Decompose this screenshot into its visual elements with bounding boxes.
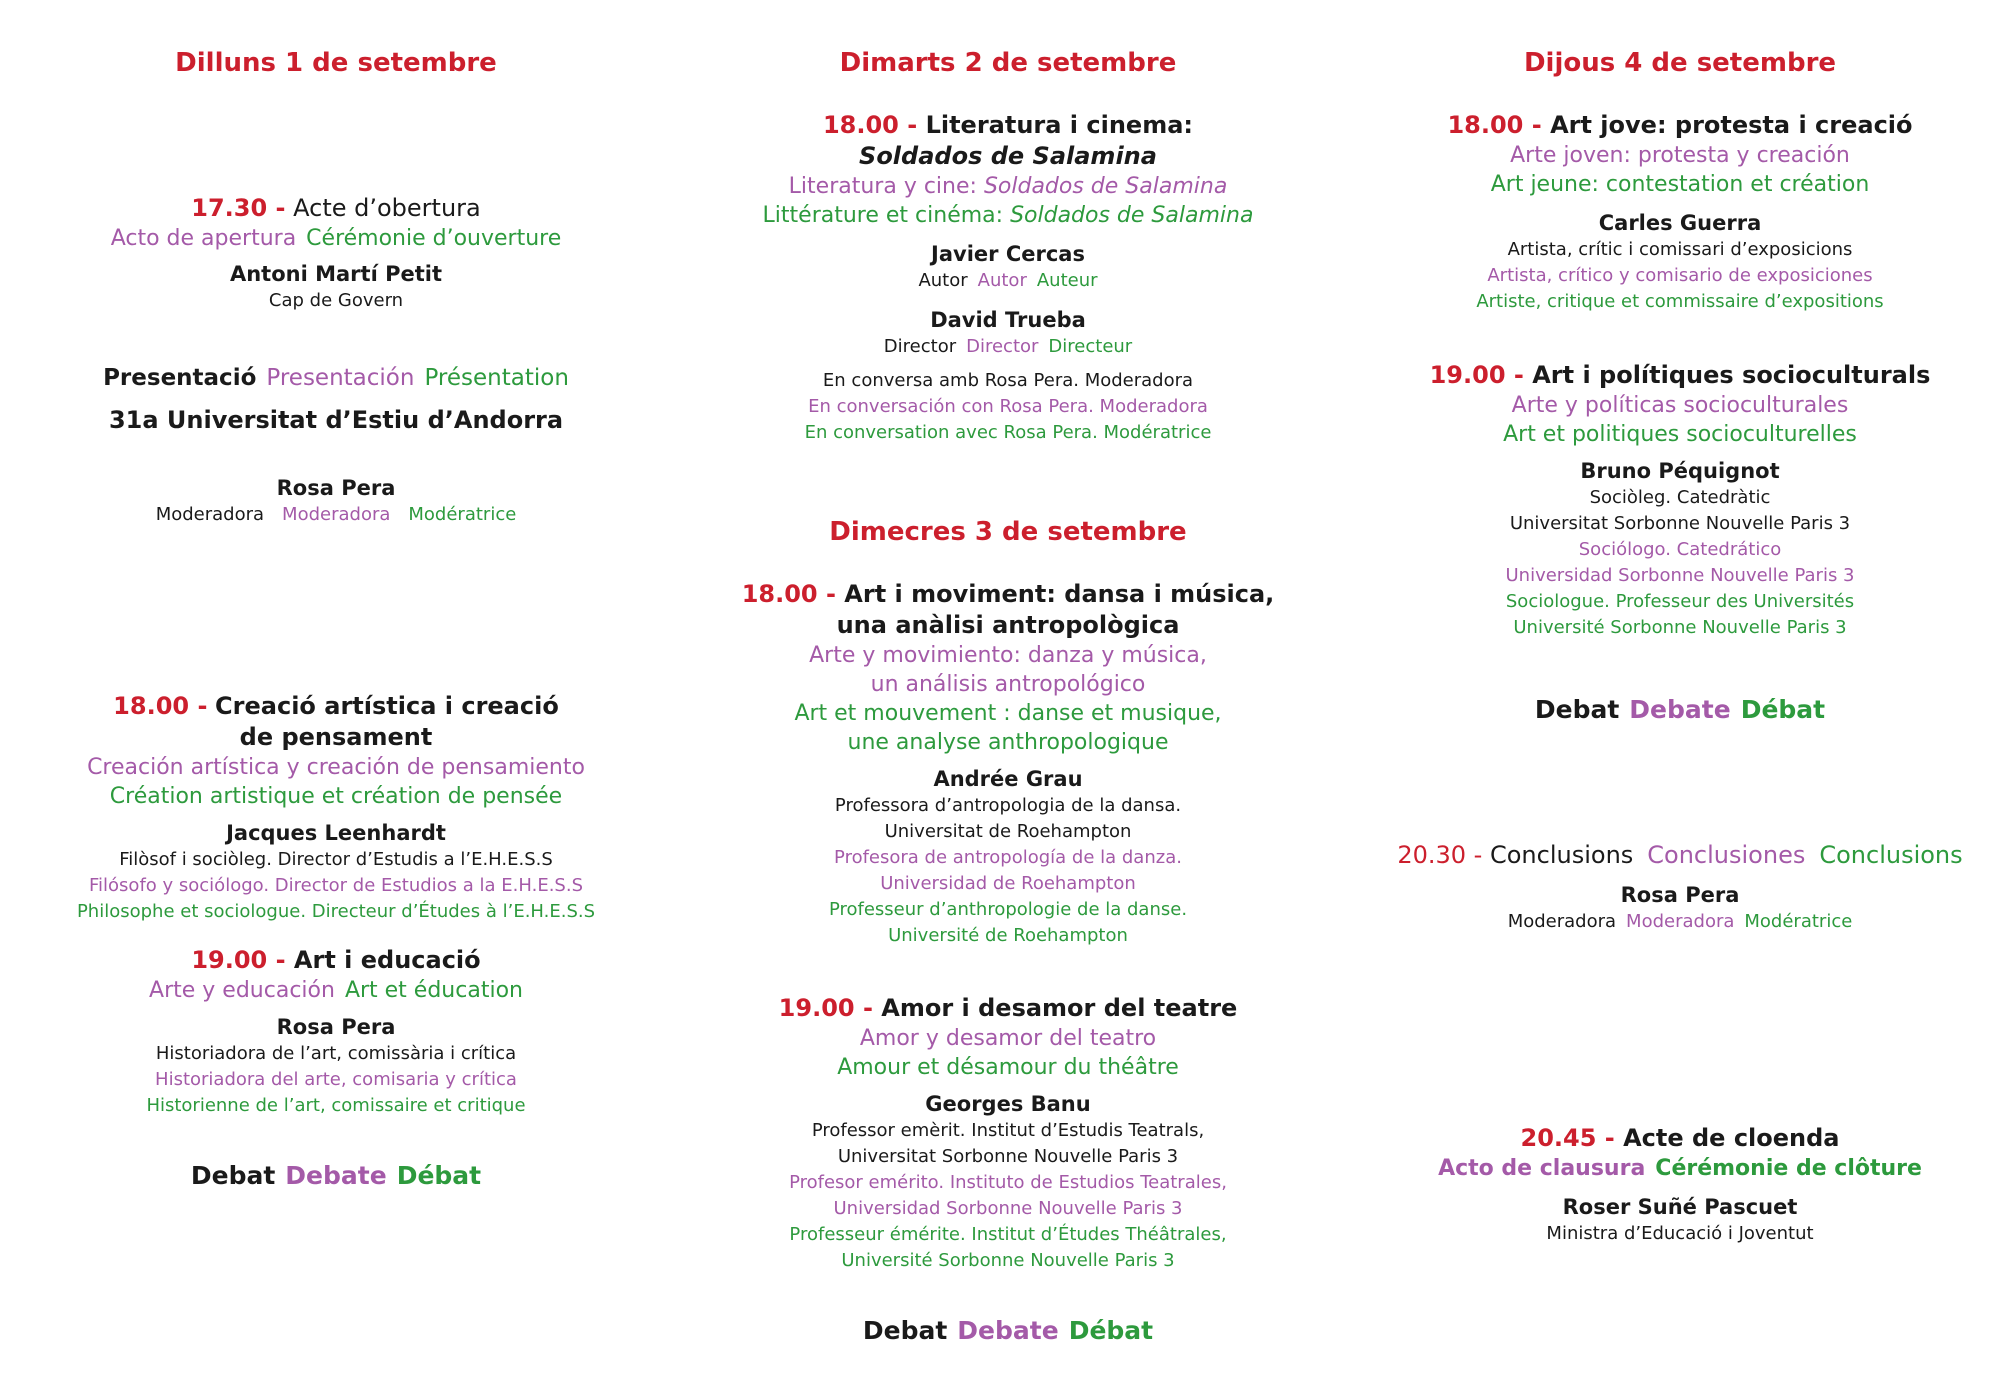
presentation-block [0,364,672,528]
speaker-role-es: Historiadora del arte, comisaria y crítica [155,1069,517,1090]
speaker-role: Ministra d’Educació i Joventut [1546,1223,1814,1244]
day-heading: Dijous 4 de setembre [1523,48,1837,78]
event-title-fr: Cérémonie d’ouverture [306,226,562,251]
speaker-name: Antoni Martí Petit [229,262,442,286]
event-title-es: Acto de apertura [110,226,297,251]
moderator-line-fr: En conversation avec Rosa Pera. Modératrice [804,422,1212,443]
event-title-es: Arte y políticas socioculturales [1511,393,1849,418]
speaker-role-es: Moderadora [282,504,391,525]
event-title-es: Arte y movimiento: danza y música, [809,643,1207,668]
event-title: Art i moviment: dansa i música, [844,580,1275,608]
event-title: Creació artística i creació [215,692,559,720]
event-cultural-policy: 19.00 - Art i polítiques socioculturals Arte y políticas socioculturales Art et politiques socioculturelles Bruno Péquignot Sociòleg. Catedràtic Universitat Sorbonne Nouvelle Paris 3 Sociólogo. Catedrático Universidad Sorbonne Nouvelle Paris 3 Sociologue. Professeur des Universités Université Sorbonne Nouvelle Paris 3 [1344,360,2000,641]
event-time: 18.00 - [822,111,918,139]
event-title: Conclusions [1489,841,1634,869]
speaker-role-es: Filósofo y sociólogo. Director de Estudios a la E.H.E.S.S [89,875,583,896]
event-time: 18.00 - [741,580,836,608]
event-title: Art i educació [293,946,481,974]
presentation-title: 31a Universitat d’Estiu d’Andorra [108,406,564,434]
speaker-name: Rosa Pera [276,1015,396,1039]
moderator-line-es: En conversación con Rosa Pera. Moderadora [808,396,1208,417]
event-title: Amor i desamor del teatre [881,994,1238,1022]
speaker-name: Carles Guerra [1598,211,1762,235]
day-heading: Dimecres 3 de setembre [829,517,1187,547]
speaker-name: Rosa Pera [276,476,396,500]
event-time: 18.00 - [113,692,208,720]
event-title: Acte de cloenda [1623,1124,1840,1152]
event-title: Acte d’obertura [293,194,481,222]
event-title-italic: Soldados de Salamina [859,142,1157,170]
event-title-es: Arte joven: protesta y creación [1510,143,1850,168]
speaker-role-ca: Historiadora de l’art, comissària i crítica [155,1043,517,1064]
event-time: 20.45 - [1520,1124,1615,1152]
speaker-role-ca: Filòsof i sociòleg. Director d’Estudis a l’E.H.E.S.S [119,849,553,870]
event-time: 18.00 - [1447,111,1542,139]
speaker-name: Bruno Péquignot [1580,459,1780,483]
event-title: Art jove: protesta i creació [1550,111,1913,139]
event-title-es: Creación artística y creación de pensamiento [87,755,585,780]
event-art-education [0,945,672,1119]
event-title-fr: Amour et désamour du théâtre [837,1055,1179,1080]
speaker-role: Cap de Govern [268,290,404,311]
event-title-fr: Cérémonie de clôture [1655,1156,1922,1181]
speaker-role-fr: Modératrice [408,504,517,525]
day-heading: Dimarts 2 de setembre [839,48,1177,78]
event-title-fr: Conclusions [1819,841,1963,869]
day-heading: Dilluns 1 de setembre [175,48,497,78]
event-title-fr: Art jeune: contestation et création [1490,172,1870,197]
column-thursday [1344,0,2000,1400]
speaker-name: Andrée Grau [933,767,1083,791]
event-time: 20.30 - [1397,841,1483,869]
speaker-name: Javier Cercas [931,242,1085,266]
speaker-name: David Trueba [930,308,1086,332]
event-title-es: Amor y desamor del teatro [859,1026,1157,1051]
speaker-role-fr: Historienne de l’art, comissaire et critique [146,1095,526,1116]
event-time: 19.00 - [1429,361,1524,389]
event-time: 19.00 - [778,994,873,1022]
speaker-name: Rosa Pera [1620,883,1740,907]
debate-label: Debat Debate Débat [1534,695,1826,724]
presentation-label-ca: Presentació [103,365,257,391]
column-monday [0,0,672,1400]
event-theatre: 19.00 - Amor i desamor del teatre Amor y desamor del teatro Amour et désamour du théâtre Georges Banu Professor emèrit. Institut d’Estudis Teatrals, Universitat Sorbonne Nouvelle Paris 3 Profesor emérito. Instituto de Estudios Teatrales, Universidad Sorbonne Nouvelle Paris 3 Professeur émérite. Institut d’Études Théâtrales, Université Sorbonne Nouvelle Paris 3 [672,993,1344,1274]
speaker-name: Roser Suñé Pascuet [1562,1195,1798,1219]
event-title-fr: Art et politiques socioculturelles [1503,422,1857,447]
event-title-fr: Création artistique et création de pensée [109,784,563,809]
column-tuesday-wednesday [672,0,1344,1400]
event-title: Art i polítiques socioculturals [1532,361,1931,389]
speaker-role-fr: Philosophe et sociologue. Directeur d’Études à l’E.H.E.S.S [76,901,596,922]
event-art-movement: 18.00 - Art i moviment: dansa i música, una anàlisi antropològica Arte y movimiento: danza y música, un análisis antropológico Art et mouvement : danse et musique, une analyse anthropologique Andrée Grau Professora d’antropologia de la dansa. Universitat de Roehampton Profesora de antropología de la danza. Universidad de Roehampton Professeur d’anthropologie de la danse. Université de Roehampton [672,579,1344,949]
event-opening [0,193,672,314]
event-closing [1344,1123,2000,1247]
event-artistic-creation [0,691,672,925]
event-title-es: Literatura y cine: [788,174,977,199]
event-title-fr: Art et mouvement : danse et musique, [794,701,1222,726]
event-title-fr: Littérature et cinéma: [762,203,1004,228]
event-title: Literatura i cinema: [925,111,1194,139]
presentation-label-es: Presentación [266,365,415,391]
presentation-label-fr: Présentation [424,365,569,391]
event-title-es: Conclusiones [1647,841,1806,869]
moderator-line-ca: En conversa amb Rosa Pera. Moderadora [822,370,1194,391]
event-title-es: Arte y educación [149,978,335,1003]
event-time: 19.00 - [191,946,286,974]
debate-label: Debat Debate Débat [862,1316,1154,1345]
event-literature-cinema: 18.00 - Literatura i cinema: Soldados de Salamina Literatura y cine: Soldados de Salamina Littérature et cinéma: Soldados de Salamina Javier Cercas Autor Autor Auteur David Trueba Director Director Directeur En conversa amb Rosa Pera. Moderadora En conversación con Rosa Pera. Moderadora En conversation avec Rosa Pera. Modératrice [672,110,1344,446]
speaker-role-ca: Moderadora [155,504,265,525]
speaker-name: Georges Banu [925,1092,1091,1116]
event-time: 17.30 - [191,194,286,222]
event-conclusions: 20.30 - Conclusions Conclusiones Conclusions Rosa Pera Moderadora Moderadora Modératrice [1344,840,2000,935]
speaker-name: Jacques Leenhardt [226,821,446,845]
event-title-fr: Art et éducation [344,978,523,1003]
event-title-es: Acto de clausura [1438,1156,1646,1181]
event-young-art: 18.00 - Art jove: protesta i creació Arte joven: protesta y creación Art jeune: contestation et création Carles Guerra Artista, crític i comissari d’exposicions Artista, crítico y comisario de exposiciones Artiste, critique et commissaire d’expositions [1344,110,2000,315]
debate-label: Debat Debate Débat [190,1161,482,1190]
event-title-line2: de pensament [239,723,433,751]
